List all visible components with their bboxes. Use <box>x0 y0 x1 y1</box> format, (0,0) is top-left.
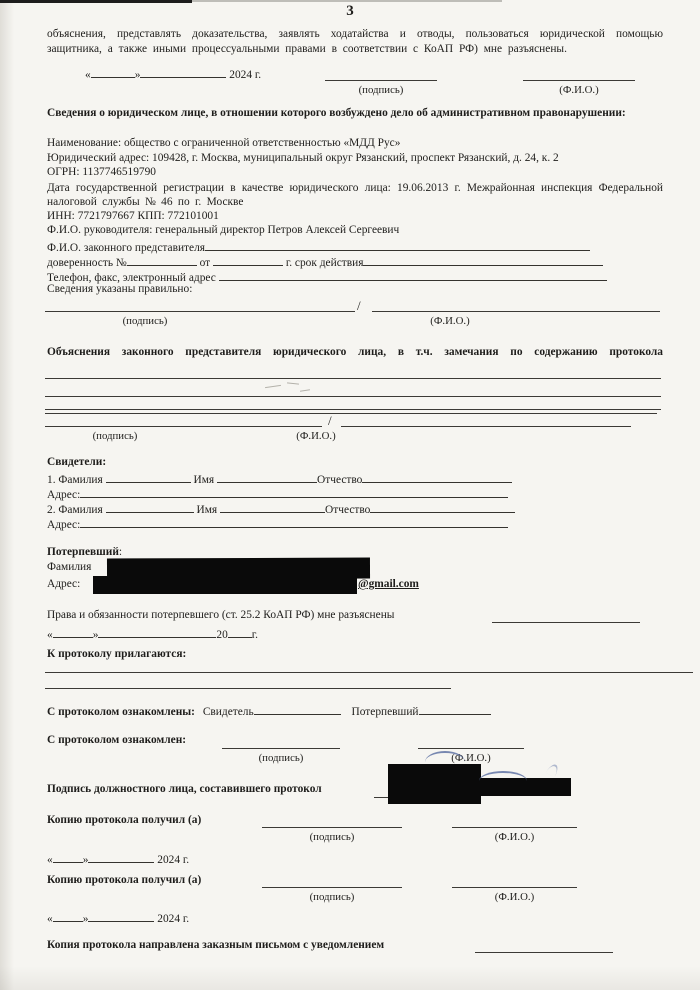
copy-date-line-2 <box>47 910 189 926</box>
quote-open: « <box>47 629 53 641</box>
entity-address-line: Юридический адрес: 109428, г. Москва, муниципальный округ Рязанский, проспект Рязанский, д. 24, к. 2 <box>47 151 559 164</box>
redaction-box-official-1 <box>388 764 481 804</box>
blank-line <box>45 378 661 379</box>
blank-line <box>45 396 661 397</box>
name-label: Имя <box>193 474 215 486</box>
blank-poa-number <box>127 254 197 266</box>
quote-open: « <box>47 913 53 925</box>
year-text: 2024 г. <box>157 913 190 925</box>
ack-victim-label: Потерпевший <box>351 706 419 718</box>
copy-date-line-1 <box>47 851 189 867</box>
fio-caption: (Ф.И.О.) <box>494 891 535 903</box>
fio-caption: (Ф.И.О.) <box>494 831 535 843</box>
signature-blank <box>222 748 340 749</box>
attachments-heading: К протоколу прилагаются: <box>47 648 187 660</box>
slash-separator: / <box>328 413 332 428</box>
pen-mark <box>546 762 561 777</box>
blank-victim-sign <box>419 703 491 715</box>
witness-row-2 <box>47 501 515 517</box>
blank-legal-rep <box>205 239 590 251</box>
fio-blank <box>341 426 631 427</box>
g-text: г. <box>251 629 259 641</box>
fio-blank <box>372 311 660 312</box>
year-text: 2024 г. <box>229 69 262 81</box>
official-signature-label: Подпись должностного лица, составившего протокол <box>47 783 322 795</box>
fio-blank <box>452 827 577 828</box>
poa-line <box>47 254 603 270</box>
entity-registration-line: Дата государственной регистрации в качестве юридического лица: 19.06.2013 г. Межрайонная инспекция Федеральной налоговой службы № 46 по г. Москве <box>47 181 663 209</box>
blank-address <box>80 486 508 498</box>
blank-month <box>140 66 226 78</box>
quote-close: » <box>92 629 99 641</box>
witness2-label: 2. Фамилия <box>47 504 103 516</box>
blank-witness-sign <box>254 703 341 715</box>
witness-address-row-2 <box>47 516 508 532</box>
blank-poa-term <box>363 254 603 266</box>
victim-rights-line: Права и обязанности потерпевшего (ст. 25.2 КоАП РФ) мне разъяснены <box>47 609 395 621</box>
entity-section-heading: Сведения о юридическом лице, в отношении которого возбуждено дело об административном правонарушении: <box>47 107 626 119</box>
entity-director-line: Ф.И.О. руководителя: генеральный директор Петров Алексей Сергеевич <box>47 224 400 236</box>
blank-contacts <box>219 269 607 281</box>
witness1-label: 1. Фамилия <box>47 474 103 486</box>
blank-month <box>88 910 154 922</box>
blank-year <box>228 626 252 638</box>
legal-rep-label: Ф.И.О. законного представителя <box>47 241 206 254</box>
ack-plural-line <box>47 703 491 719</box>
blank-address <box>80 516 508 528</box>
blank-day <box>53 851 83 863</box>
blank-surname <box>106 501 194 513</box>
scan-edge-shadow-bottom <box>0 966 700 990</box>
quote-close: » <box>134 69 141 81</box>
copy-received-line-2: Копию протокола получил (а) <box>47 874 202 886</box>
scan-edge-shadow-left <box>0 0 14 990</box>
fio-blank <box>452 887 577 888</box>
fio-caption: (Ф.И.О.) <box>296 430 336 442</box>
legal-rep-line <box>47 239 590 255</box>
blank-line <box>45 409 661 410</box>
victim-heading <box>47 546 122 559</box>
victim-email-suffix: @gmail.com <box>358 578 419 590</box>
info-correct-line: Сведения указаны правильно: <box>47 283 193 295</box>
blank-rights <box>492 622 640 623</box>
blank-line <box>45 672 693 673</box>
page-number: 3 <box>346 3 354 19</box>
blank-poa-date <box>213 254 283 266</box>
quote-close: » <box>82 913 89 925</box>
fio-caption: (Ф.И.О.) <box>430 315 470 327</box>
redaction-box-address <box>93 576 357 594</box>
name-label: Имя <box>196 504 218 516</box>
victim-surname-line: Фамилия <box>47 561 92 573</box>
intro-paragraph: объяснения, представлять доказательства, заявлять ходатайства и отводы, пользоваться юридической помощью защитника, а также иными процессуальными правами в соответствии с КоАП РФ) мне разъяснены. <box>47 28 663 55</box>
address-label: Адрес: <box>47 489 81 501</box>
entity-name-line: Наименование: общество с ограниченной ответственностью «МДД Рус» <box>47 137 401 149</box>
faint-handwriting-mark <box>265 385 281 388</box>
quote-open: « <box>47 854 53 866</box>
victim-heading-colon: : <box>118 546 123 558</box>
signature-caption: (подпись) <box>122 315 168 327</box>
signature-blank <box>45 426 322 427</box>
poa-from-label: от <box>199 256 211 269</box>
blank-day <box>53 626 93 638</box>
blank-patronymic <box>370 501 515 513</box>
blank-name <box>217 471 317 483</box>
address-label: Адрес: <box>47 519 81 531</box>
witnesses-heading: Свидетели: <box>47 456 107 468</box>
fio-caption: (Ф.И.О.) <box>559 84 599 96</box>
year20-text: 20 <box>216 629 228 641</box>
blank-mailed <box>475 952 613 953</box>
explanations-heading: Объяснения законного представителя юридического лица, в т.ч. замечания по содержанию протокола <box>47 346 663 358</box>
quote-close: » <box>82 854 89 866</box>
slash-separator: / <box>357 298 361 313</box>
witness-row-1 <box>47 471 512 487</box>
victim-address-line: Адрес: <box>47 578 81 590</box>
entity-ogrn-line: ОГРН: 1137746519790 <box>47 166 157 178</box>
scan-artifact-top-faint <box>192 0 502 2</box>
blank-month <box>88 851 154 863</box>
entity-inn-line: ИНН: 7721797667 КПП: 772101001 <box>47 209 219 222</box>
fio-blank <box>418 748 524 749</box>
victim-heading-word: Потерпевший <box>47 546 119 558</box>
patronymic-label: Отчество <box>325 504 371 516</box>
copy-mailed-line: Копия протокола направлена заказным письмом с уведомлением <box>47 939 385 951</box>
signature-caption: (подпись) <box>309 831 355 843</box>
signature-caption: (подпись) <box>258 752 304 764</box>
blank-name <box>220 501 325 513</box>
ack-single-line: С протоколом ознакомлен: <box>47 734 187 746</box>
poa-label: доверенность № <box>47 256 127 269</box>
blank-line <box>45 413 657 414</box>
signature-caption: (подпись) <box>92 430 138 442</box>
signature-blank <box>45 311 355 312</box>
fio-blank <box>523 80 635 81</box>
copy-received-line-1: Копию протокола получил (а) <box>47 814 202 826</box>
signature-caption: (подпись) <box>309 891 355 903</box>
blank-month <box>98 626 216 638</box>
signature-blank <box>262 827 402 828</box>
signature-caption: (подпись) <box>358 84 404 96</box>
ack-witness-label: Свидетель <box>202 706 254 718</box>
signature-blank <box>325 80 437 81</box>
signature-blank <box>262 887 402 888</box>
blank-day <box>91 66 135 78</box>
faint-handwriting-mark <box>287 382 299 384</box>
fio-caption: (Ф.И.О.) <box>451 752 491 764</box>
victim-date-line <box>47 626 258 642</box>
faint-handwriting-mark <box>300 389 310 391</box>
date-line-top <box>85 66 261 82</box>
witness-address-row-1 <box>47 486 508 502</box>
pen-mark <box>479 771 527 781</box>
quote-open: « <box>85 69 91 81</box>
year-text: 2024 г. <box>157 854 190 866</box>
patronymic-label: Отчество <box>317 474 363 486</box>
ack-plural-label: С протоколом ознакомлены: <box>47 706 195 718</box>
contacts-label: Телефон, факс, электронный адрес <box>47 271 216 284</box>
blank-surname <box>106 471 191 483</box>
blank-day <box>53 910 83 922</box>
blank-patronymic <box>362 471 512 483</box>
poa-term-label: г. срок действия <box>285 256 364 269</box>
blank-line <box>45 688 451 689</box>
